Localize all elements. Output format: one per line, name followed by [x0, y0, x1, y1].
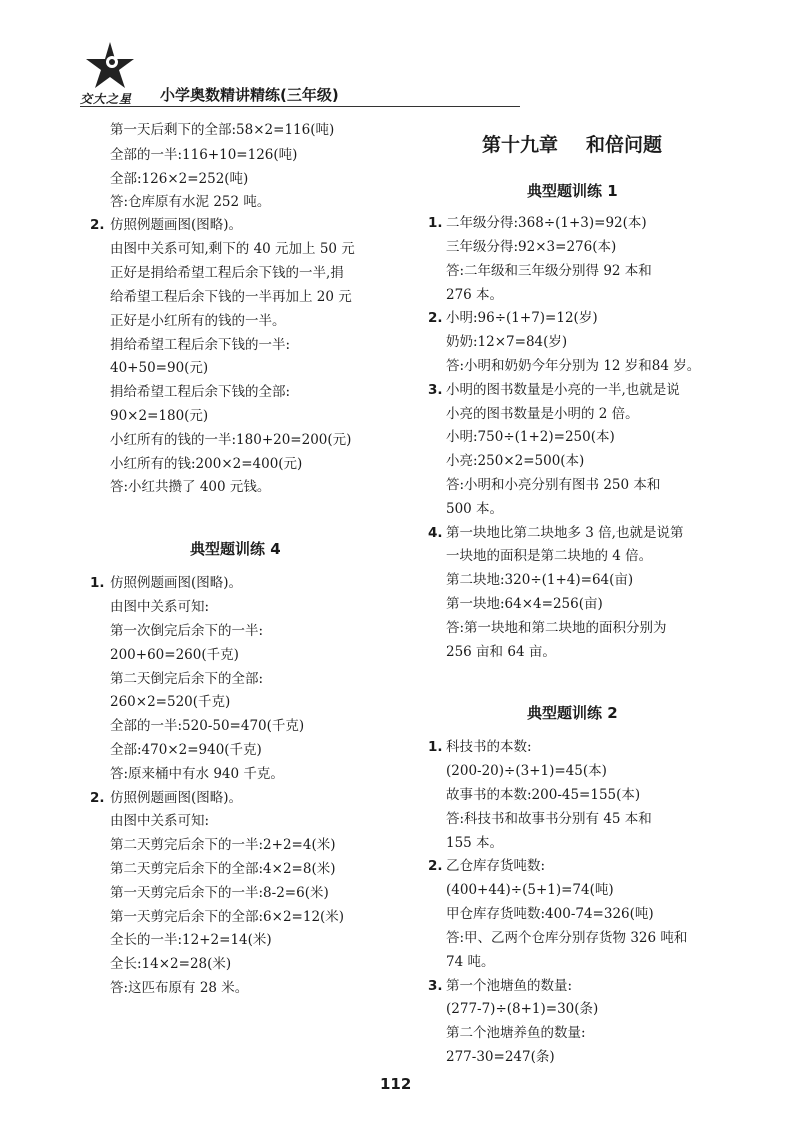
chapter-title: [482, 130, 662, 157]
text-line: 答:科技书和故事书分别有 45 本和: [446, 811, 652, 827]
text-line: 40+50=90(元): [110, 360, 209, 376]
text-line: 第一个池塘鱼的数量:: [446, 978, 573, 994]
text-line: 155 本。: [446, 835, 504, 851]
text-line: 甲仓库存货吨数:400-74=326(吨): [446, 906, 654, 922]
text-line: 第一块地比第二块地多 3 倍,也就是说第: [446, 525, 684, 541]
text-line: 第二个池塘养鱼的数量:: [446, 1025, 586, 1041]
text-line: 给希望工程后余下钱的一半再加上 20 元: [110, 289, 352, 305]
text-line: 科技书的本数:: [446, 739, 532, 755]
text-line: 一块地的面积是第二块地的 4 倍。: [446, 548, 653, 564]
chapter-number: 第十九章: [482, 134, 559, 156]
text-line: 乙仓库存货吨数:: [446, 858, 546, 874]
text-line: 260×2=520(千克): [110, 694, 231, 710]
text-line: 答:这匹布原有 28 米。: [110, 980, 249, 996]
text-line: 答:原来桶中有水 940 千克。: [110, 766, 284, 782]
text-line: 第一天后剩下的全部:58×2=116(吨): [110, 122, 335, 138]
text-line: 全部的一半:520-50=470(千克): [110, 718, 305, 734]
text-line: 捐给希望工程后余下钱的全部:: [110, 384, 291, 400]
text-line: 答:小明和奶奶今年分别为 12 岁和84 岁。: [446, 358, 701, 374]
text-line: 答:小明和小亮分别有图书 250 本和: [446, 477, 661, 493]
text-line: 276 本。: [446, 287, 504, 303]
problem-number: 2.: [428, 858, 443, 874]
star-logo-icon: [82, 40, 138, 90]
page-number: 112: [380, 1075, 412, 1093]
text-line: 故事书的本数:200-45=155(本): [446, 787, 641, 803]
text-line: 第一天剪完后余下的全部:6×2=12(米): [110, 909, 345, 925]
section-heading: 典型题训练 2: [527, 704, 618, 722]
header-divider: [80, 106, 520, 107]
text-line: (400+44)÷(5+1)=74(吨): [446, 882, 614, 898]
text-line: 小红所有的钱:200×2=400(元): [110, 456, 303, 472]
text-line: 仿照例题画图(图略)。: [110, 217, 243, 233]
text-line: 仿照例题画图(图略)。: [110, 575, 243, 591]
text-line: 答:第一块地和第二块地的面积分别为: [446, 620, 667, 636]
text-line: 277-30=247(条): [446, 1049, 555, 1065]
problem-number: 1.: [428, 739, 443, 755]
text-line: 小明:750÷(1+2)=250(本): [446, 429, 615, 445]
text-line: 74 吨。: [446, 954, 495, 970]
text-line: (200-20)÷(3+1)=45(本): [446, 763, 607, 779]
text-line: 由图中关系可知:: [110, 599, 210, 615]
page-header: [80, 40, 520, 110]
problem-number: 2.: [90, 217, 105, 233]
problem-number: 1.: [90, 575, 105, 591]
text-line: 90×2=180(元): [110, 408, 209, 424]
section-heading: 典型题训练 1: [527, 182, 618, 200]
text-line: 小明:96÷(1+7)=12(岁): [446, 310, 598, 326]
chapter-name: 和倍问题: [586, 134, 663, 156]
section-heading: 典型题训练 4: [190, 540, 281, 558]
text-line: 小亮:250×2=500(本): [446, 453, 585, 469]
text-line: 由图中关系可知:: [110, 813, 210, 829]
text-line: 捐给希望工程后余下钱的一半:: [110, 337, 291, 353]
text-line: 正好是小红所有的钱的一半。: [110, 313, 286, 329]
text-line: 仿照例题画图(图略)。: [110, 790, 243, 806]
publisher-logo: [80, 40, 152, 110]
text-line: 二年级分得:368÷(1+3)=92(本): [446, 215, 647, 231]
text-line: 第一块地:64×4=256(亩): [446, 596, 603, 612]
text-line: 全长的一半:12+2=14(米): [110, 932, 272, 948]
problem-number: 3.: [428, 382, 443, 398]
text-line: 第一天剪完后余下的一半:8-2=6(米): [110, 885, 329, 901]
text-line: 答:小红共攒了 400 元钱。: [110, 479, 271, 495]
text-line: 256 亩和 64 亩。: [446, 644, 556, 660]
text-line: 小红所有的钱的一半:180+20=200(元): [110, 432, 352, 448]
problem-number: 1.: [428, 215, 443, 231]
text-line: 500 本。: [446, 501, 504, 517]
text-line: 答:二年级和三年级分别得 92 本和: [446, 263, 652, 279]
text-line: 小明的图书数量是小亮的一半,也就是说: [446, 382, 680, 398]
problem-number: 3.: [428, 978, 443, 994]
text-line: 答:甲、乙两个仓库分别存货物 326 吨和: [446, 930, 688, 946]
text-line: 200+60=260(千克): [110, 647, 239, 663]
text-line: (277-7)÷(8+1)=30(条): [446, 1001, 599, 1017]
text-line: 正好是捐给希望工程后余下钱的一半,捐: [110, 265, 344, 281]
text-line: 全长:14×2=28(米): [110, 956, 232, 972]
text-line: 第二天剪完后余下的全部:4×2=8(米): [110, 861, 336, 877]
text-line: 全部:470×2=940(千克): [110, 742, 262, 758]
text-line: 三年级分得:92×3=276(本): [446, 239, 617, 255]
text-line: 奶奶:12×7=84(岁): [446, 334, 568, 350]
text-line: 第二块地:320÷(1+4)=64(亩): [446, 572, 634, 588]
text-line: 第二天倒完后余下的全部:: [110, 671, 264, 687]
text-line: 全部的一半:116+10=126(吨): [110, 147, 298, 163]
problem-number: 2.: [428, 310, 443, 326]
problem-number: 2.: [90, 790, 105, 806]
problem-number: 4.: [428, 525, 443, 541]
text-line: 答:仓库原有水泥 252 吨。: [110, 194, 271, 210]
logo-text: 交大之星: [80, 92, 133, 106]
text-line: 第一次倒完后余下的一半:: [110, 623, 264, 639]
book-title: 小学奥数精讲精练(三年级): [160, 86, 339, 104]
text-line: 第二天剪完后余下的一半:2+2=4(米): [110, 837, 336, 853]
text-line: 小亮的图书数量是小明的 2 倍。: [446, 406, 639, 422]
text-line: 由图中关系可知,剩下的 40 元加上 50 元: [110, 241, 355, 257]
text-line: 全部:126×2=252(吨): [110, 171, 249, 187]
